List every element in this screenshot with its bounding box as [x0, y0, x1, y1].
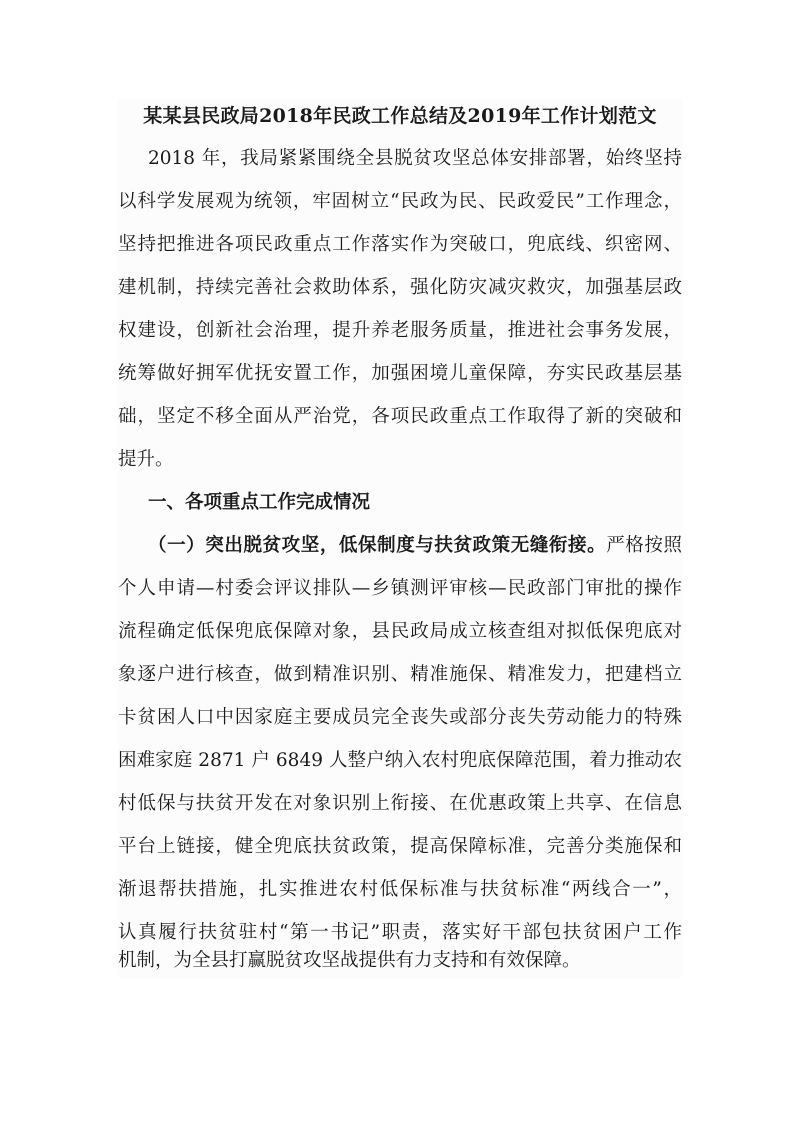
subsection-first-line-rest: 严格按照	[606, 535, 682, 556]
subsection-line-4: 卡贫困人口中因家庭主要成员完全丧失或部分丧失劳动能力的特殊	[118, 707, 682, 728]
subsection-line-9: 认真履行扶贫驻村“第一书记”职责，落实好干部包扶贫困户工作	[118, 922, 682, 943]
subsection-line-8: 渐退帮扶措施，扎实推进农村低保标准与扶贫标准“两线合一”，	[118, 879, 682, 900]
subsection-line-2: 流程确定低保兜底保障对象，县民政局成立核查组对拟低保兜底对	[118, 621, 682, 642]
intro-line-7: 础，坚定不移全面从严治党，各项民政重点工作取得了新的突破和	[118, 406, 682, 427]
document-title: 某某县民政局2018年民政工作总结及2019年工作计划范文	[143, 105, 657, 127]
intro-line-2: 以科学发展观为统领，牢固树立“民政为民、民政爱民”工作理念，	[118, 191, 682, 212]
subsection-line-7: 平台上链接，健全兜底扶贫政策，提高保障标准，完善分类施保和	[118, 836, 682, 857]
intro-line-5: 权建设，创新社会治理，提升养老服务质量，推进社会事务发展，	[118, 320, 682, 341]
intro-line-8: 提升。	[118, 449, 174, 470]
subsection-line-5: 困难家庭 2871 户 6849 人整户纳入农村兜底保障范围，着力推动农	[118, 750, 682, 771]
subsection-line-10: 机制，为全县打赢脱贫攻坚战提供有力支持和有效保障。	[118, 950, 581, 971]
subsection-line-1: 个人申请—村委会评议排队—乡镇测评审核—民政部门审批的操作	[118, 578, 682, 599]
intro-line-1: 2018 年，我局紧紧围绕全县脱贫攻坚总体安排部署，始终坚持	[148, 148, 682, 169]
intro-line-3: 坚持把推进各项民政重点工作落实作为突破口，兜底线、织密网、	[118, 234, 682, 255]
subsection-first-line	[148, 534, 682, 558]
document-page	[118, 98, 682, 978]
subsection-line-6: 村低保与扶贫开发在对象识别上衔接、在优惠政策上共享、在信息	[118, 793, 682, 814]
section-heading: 一、各项重点工作完成情况	[148, 492, 371, 513]
intro-line-6: 统筹做好拥军优抚安置工作，加强困境儿童保障，夯实民政基层基	[118, 363, 682, 384]
intro-line-4: 建机制，持续完善社会救助体系，强化防灾减灾救灾，加强基层政	[118, 277, 682, 298]
subsection-line-3: 象逐户进行核查，做到精准识别、精准施保、精准发力，把建档立	[118, 664, 682, 685]
subsection-heading: （一）突出脱贫攻坚，低保制度与扶贫政策无缝衔接。	[148, 535, 607, 556]
